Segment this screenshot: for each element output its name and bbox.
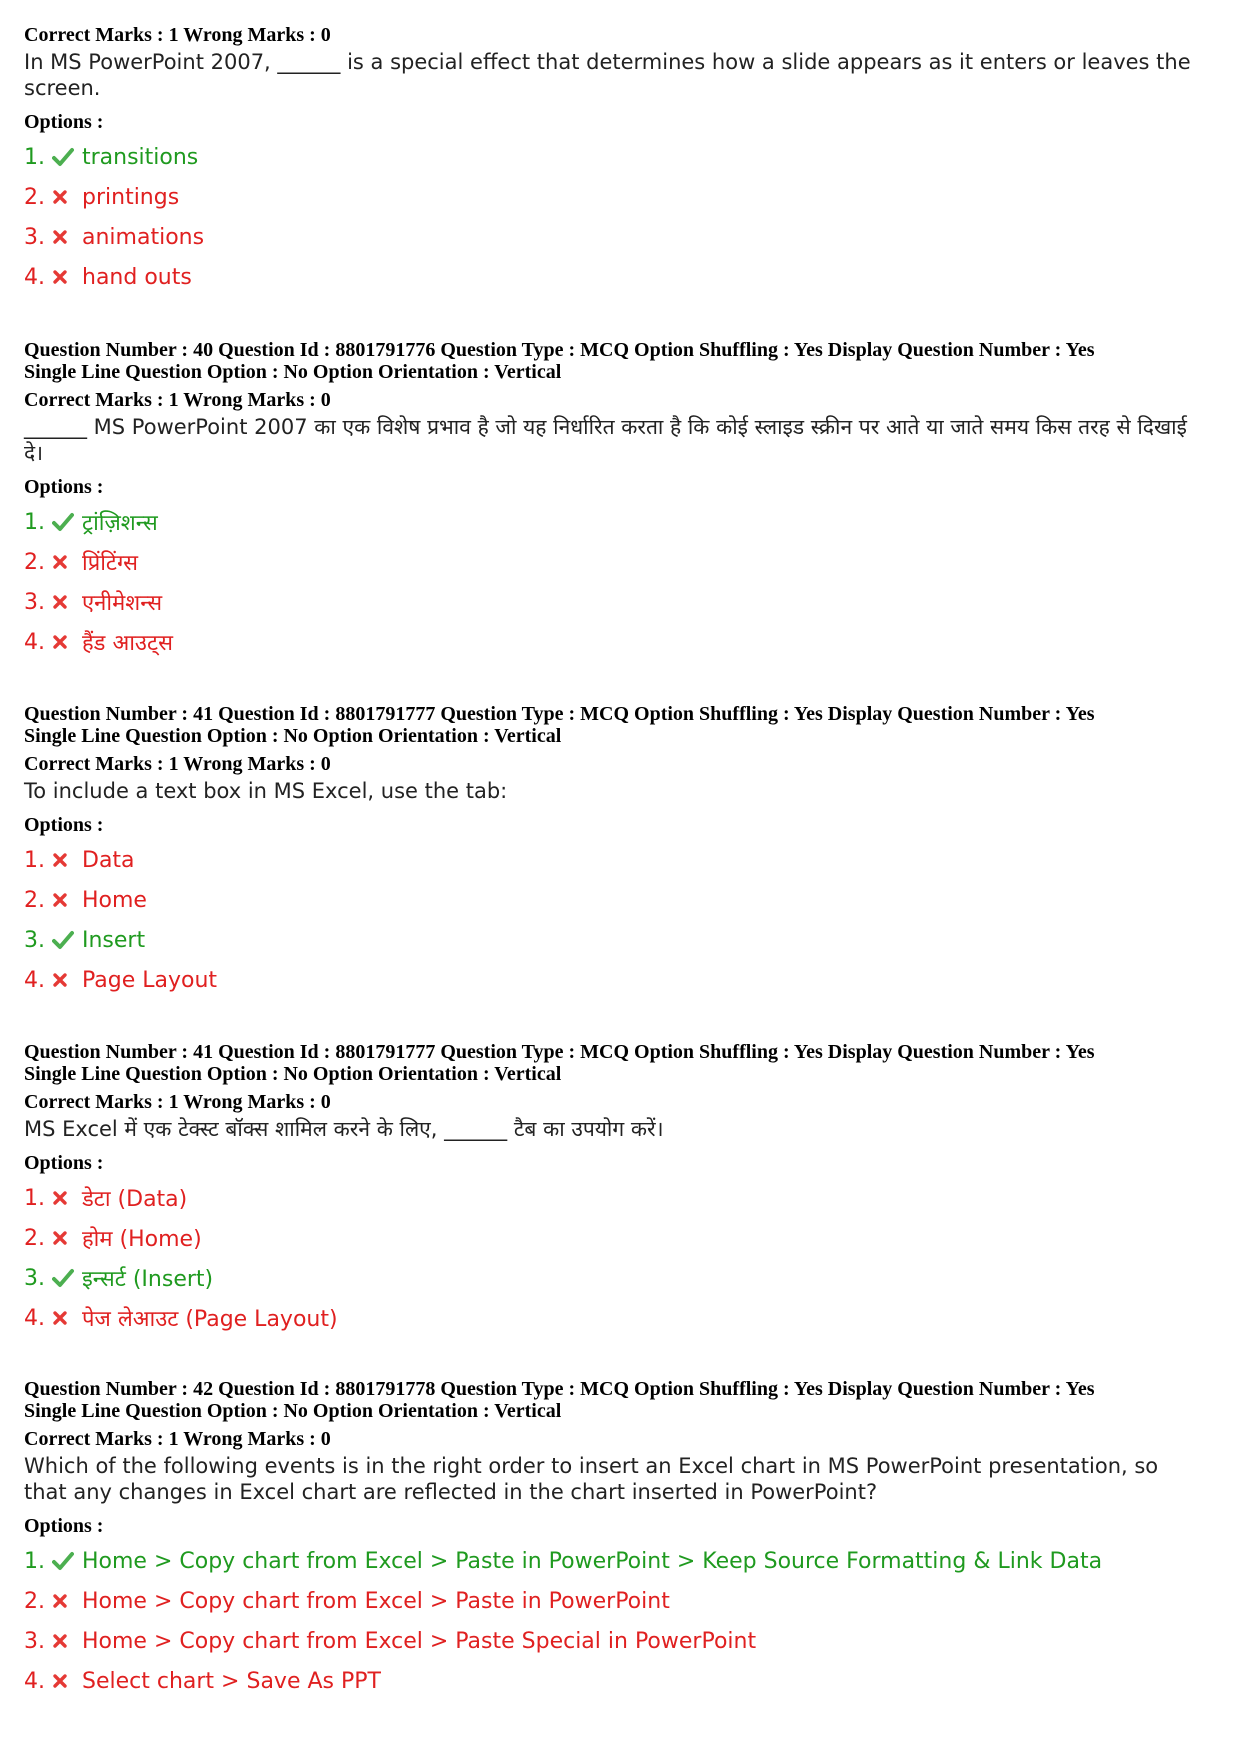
option-text: पेज लेआउट (Page Layout): [82, 1307, 338, 1332]
option-text: animations: [82, 224, 205, 250]
option-number: 2.: [24, 1225, 45, 1251]
option-number: 4.: [24, 1305, 45, 1331]
cross-icon: [52, 1593, 82, 1609]
marks-line: Correct Marks : 1 Wrong Marks : 0: [24, 1428, 331, 1450]
cross-icon: [52, 1190, 82, 1206]
option-item: [24, 502, 1204, 542]
option-text: इन्सर्ट (Insert): [82, 1267, 214, 1292]
question-block: [24, 339, 1204, 662]
option-number: 3.: [24, 1628, 45, 1654]
option-item: [24, 1541, 1204, 1581]
option-number: 3.: [24, 927, 45, 953]
checkmark-icon: [52, 512, 82, 532]
options-label: Options :: [24, 476, 104, 498]
option-item: [24, 1581, 1204, 1621]
option-text: printings: [82, 184, 180, 210]
option-number: 2.: [24, 184, 45, 210]
option-number: 1.: [24, 509, 45, 535]
question-meta-line: Single Line Question Option : No Option Orientation : Vertical: [24, 1063, 562, 1085]
checkmark-icon: [52, 1551, 82, 1571]
cross-icon: [52, 1230, 82, 1246]
cross-icon: [52, 972, 82, 988]
question-meta-line: Question Number : 41 Question Id : 8801791777 Question Type : MCQ Option Shuffling : Yes Display Question Number : Yes: [24, 1041, 1095, 1063]
option-text: Data: [82, 847, 135, 873]
options-label: Options :: [24, 1515, 104, 1537]
checkmark-icon: [52, 147, 82, 167]
option-number: 4.: [24, 1668, 45, 1694]
options-label: Options :: [24, 814, 104, 836]
option-text: Page Layout: [82, 967, 218, 993]
option-item: [24, 840, 1204, 880]
question-text: To include a text box in MS Excel, use the tab:: [24, 779, 508, 803]
question-block: [24, 1041, 1204, 1338]
option-item: [24, 177, 1204, 217]
option-number: 3.: [24, 224, 45, 250]
question-block: [24, 1378, 1204, 1701]
option-text: प्रिंटिंग्स: [82, 551, 139, 576]
question-block: [24, 703, 1204, 1000]
cross-icon: [52, 1633, 82, 1649]
question-meta-line: Single Line Question Option : No Option Orientation : Vertical: [24, 725, 562, 747]
option-number: 2.: [24, 887, 45, 913]
cross-icon: [52, 892, 82, 908]
option-number: 2.: [24, 549, 45, 575]
option-text: होम (Home): [82, 1227, 202, 1252]
options-list: [24, 1178, 1204, 1338]
marks-line: Correct Marks : 1 Wrong Marks : 0: [24, 24, 331, 46]
cross-icon: [52, 634, 82, 650]
option-text: हैंड आउट्स: [82, 631, 173, 656]
options-list: [24, 502, 1204, 662]
option-item: [24, 920, 1204, 960]
question-text: ______ MS PowerPoint 2007 का एक विशेष प्रभाव है जो यह निर्धारित करता है कि कोई स्लाइड स्क्रीन पर आते या जाते समय किस तरह से दिखाई दे।: [24, 415, 1187, 465]
question-meta-line: Question Number : 41 Question Id : 8801791777 Question Type : MCQ Option Shuffling : Yes Display Question Number : Yes: [24, 703, 1095, 725]
option-item: [24, 1298, 1204, 1338]
option-number: 3.: [24, 589, 45, 615]
checkmark-icon: [52, 1268, 82, 1288]
question-text: Which of the following events is in the right order to insert an Excel chart in MS PowerPoint presentation, so that any changes in Excel chart are reflected in the chart inserted in PowerPoint?: [24, 1454, 1159, 1504]
question-meta-line: Single Line Question Option : No Option Orientation : Vertical: [24, 361, 562, 383]
cross-icon: [52, 1310, 82, 1326]
options-list: [24, 1541, 1204, 1701]
options-label: Options :: [24, 111, 104, 133]
option-item: [24, 960, 1204, 1000]
marks-line: Correct Marks : 1 Wrong Marks : 0: [24, 389, 331, 411]
option-text: Home > Copy chart from Excel > Paste in PowerPoint: [82, 1588, 670, 1614]
cross-icon: [52, 594, 82, 610]
cross-icon: [52, 229, 82, 245]
question-meta-line: Question Number : 42 Question Id : 8801791778 Question Type : MCQ Option Shuffling : Yes Display Question Number : Yes: [24, 1378, 1095, 1400]
option-text: डेटा (Data): [82, 1187, 188, 1212]
option-item: [24, 1258, 1204, 1298]
checkmark-icon: [52, 930, 82, 950]
options-list: [24, 840, 1204, 1000]
option-item: [24, 1661, 1204, 1701]
option-text: Home: [82, 887, 147, 913]
option-item: [24, 1621, 1204, 1661]
option-text: Home > Copy chart from Excel > Paste in PowerPoint > Keep Source Formatting & Link Data: [82, 1548, 1103, 1574]
option-item: [24, 257, 1204, 297]
option-number: 4.: [24, 967, 45, 993]
question-block: [24, 24, 1204, 297]
option-item: [24, 137, 1204, 177]
option-text: Insert: [82, 927, 146, 953]
option-item: [24, 582, 1204, 622]
cross-icon: [52, 852, 82, 868]
marks-line: Correct Marks : 1 Wrong Marks : 0: [24, 1091, 331, 1113]
question-text: In MS PowerPoint 2007, ______ is a special effect that determines how a slide appears as it enters or leaves the screen.: [24, 50, 1191, 100]
option-item: [24, 1218, 1204, 1258]
option-number: 4.: [24, 264, 45, 290]
option-item: [24, 622, 1204, 662]
option-number: 3.: [24, 1265, 45, 1291]
cross-icon: [52, 554, 82, 570]
option-item: [24, 217, 1204, 257]
option-item: [24, 542, 1204, 582]
option-item: [24, 880, 1204, 920]
option-number: 4.: [24, 629, 45, 655]
options-label: Options :: [24, 1152, 104, 1174]
options-list: [24, 137, 1204, 297]
option-text: Home > Copy chart from Excel > Paste Special in PowerPoint: [82, 1628, 757, 1654]
cross-icon: [52, 189, 82, 205]
option-number: 1.: [24, 1548, 45, 1574]
option-text: transitions: [82, 144, 199, 170]
option-number: 1.: [24, 144, 45, 170]
option-number: 1.: [24, 847, 45, 873]
question-meta-line: Question Number : 40 Question Id : 8801791776 Question Type : MCQ Option Shuffling : Yes Display Question Number : Yes: [24, 339, 1095, 361]
option-text: ट्रांज़िशन्स: [82, 511, 158, 536]
option-item: [24, 1178, 1204, 1218]
question-text: MS Excel में एक टेक्स्ट बॉक्स शामिल करने के लिए, ______ टैब का उपयोग करें।: [24, 1117, 664, 1141]
option-text: एनीमेशन्स: [82, 591, 163, 616]
option-text: hand outs: [82, 264, 192, 290]
marks-line: Correct Marks : 1 Wrong Marks : 0: [24, 753, 331, 775]
option-text: Select chart > Save As PPT: [82, 1668, 381, 1694]
option-number: 2.: [24, 1588, 45, 1614]
question-meta-line: Single Line Question Option : No Option Orientation : Vertical: [24, 1400, 562, 1422]
cross-icon: [52, 269, 82, 285]
option-number: 1.: [24, 1185, 45, 1211]
cross-icon: [52, 1673, 82, 1689]
